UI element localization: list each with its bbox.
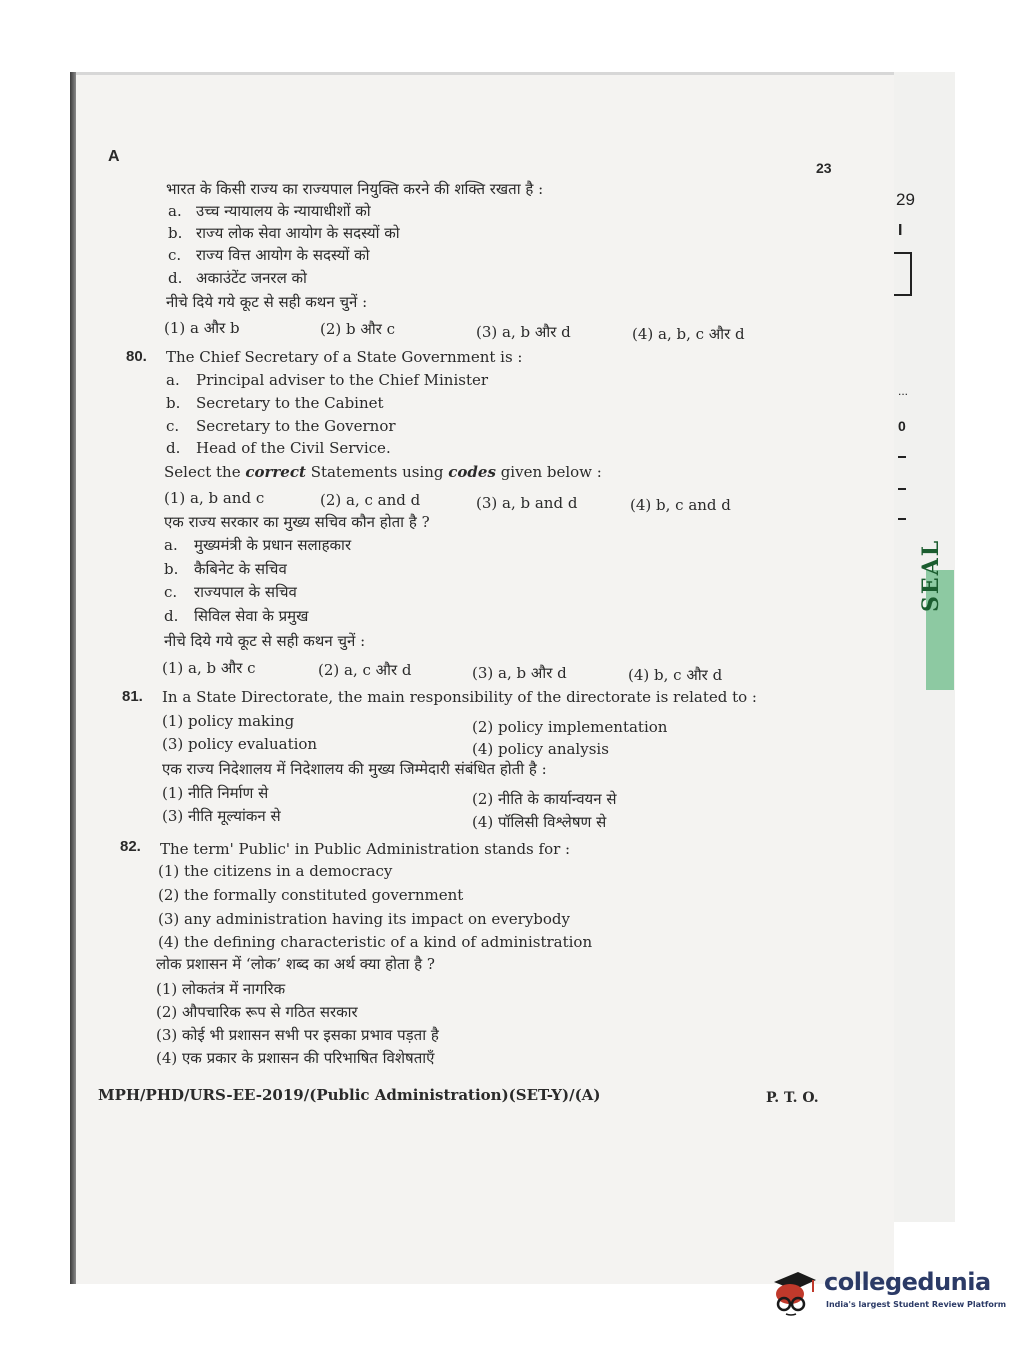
student-mascot-icon — [768, 1270, 818, 1316]
underlying-digit: 0 — [898, 418, 906, 434]
seal-text: SEAL — [918, 538, 944, 612]
q80-item-key: b. — [166, 394, 181, 412]
underlying-mark: I — [898, 222, 903, 239]
q80-instruction: Select the correct Statements using codes given below : — [164, 463, 602, 481]
q81-hindi-option-1: (1) नीति निर्माण से — [162, 784, 269, 802]
q82-hindi-option-1: (1) लोकतंत्र में नागरिक — [156, 980, 286, 998]
underlying-tick — [898, 518, 906, 520]
underlying-tick — [898, 488, 906, 490]
q79-item-text: अकाउंटेंट जनरल को — [196, 269, 307, 287]
underlying-dots: ... — [898, 384, 909, 398]
q81-hindi-option-2: (2) नीति के कार्यान्वयन से — [472, 790, 617, 808]
q79-option-2: (2) b और c — [320, 320, 396, 338]
q82-hindi-option-2: (2) औपचारिक रूप से गठित सरकार — [156, 1003, 358, 1021]
q80-hindi-option-3: (3) a, b और d — [472, 664, 567, 682]
q81-hindi-stem: एक राज्य निदेशालय में निदेशालय की मुख्य जिम्मेदारी संबंधित होती है : — [162, 760, 547, 778]
q82-hindi-option-3: (3) कोई भी प्रशासन सभी पर इसका प्रभाव पड़ता है — [156, 1026, 439, 1044]
q79-item-text: राज्य वित्त आयोग के सदस्यों को — [196, 246, 370, 264]
q80-hindi-option-4: (4) b, c और d — [628, 666, 723, 684]
q80-item-text: Secretary to the Governor — [196, 417, 396, 435]
q79-item-key: c. — [168, 246, 182, 264]
q80-hindi-item-text: सिविल सेवा के प्रमुख — [194, 607, 309, 625]
q81-option-4: (4) policy analysis — [472, 740, 609, 758]
q80-hindi-item-key: c. — [164, 583, 178, 601]
q80-item-key: a. — [166, 371, 180, 389]
q80-hindi-item-key: b. — [164, 560, 179, 578]
q82-hindi-option-4: (4) एक प्रकार के प्रशासन की परिभाषित विशेषताएँ — [156, 1049, 435, 1067]
q79-option-4: (4) a, b, c और d — [632, 325, 745, 343]
q80-hindi-item-text: राज्यपाल के सचिव — [194, 583, 297, 601]
q80-stem: The Chief Secretary of a State Government is : — [166, 348, 523, 366]
q80-item-key: d. — [166, 439, 181, 457]
paper-code-footer: MPH/PHD/URS-EE-2019/(Public Administration)(SET-Y)/(A) — [98, 1086, 601, 1104]
q80-hindi-item-text: मुख्यमंत्री के प्रधान सलाहकार — [194, 536, 352, 554]
page-top-edge — [76, 72, 894, 75]
pto-label: P. T. O. — [766, 1090, 819, 1106]
q80-hindi-item-key: a. — [164, 536, 178, 554]
q80-hindi-option-1: (1) a, b और c — [162, 659, 256, 677]
q82-number: 82. — [120, 838, 141, 855]
q79-option-1: (1) a और b — [164, 319, 240, 337]
q80-option-3: (3) a, b and d — [476, 494, 578, 512]
q80-hindi-option-2: (2) a, c और d — [318, 661, 412, 679]
q80-option-4: (4) b, c and d — [630, 496, 731, 514]
q80-item-text: Secretary to the Cabinet — [196, 394, 384, 412]
q82-option-2: (2) the formally constituted government — [158, 886, 464, 904]
q80-item-text: Principal adviser to the Chief Minister — [196, 371, 489, 389]
q81-hindi-option-3: (3) नीति मूल्यांकन से — [162, 807, 281, 825]
q81-hindi-option-4: (4) पॉलिसी विश्लेषण से — [472, 813, 607, 831]
underlying-box — [894, 252, 912, 296]
underlying-page-number: 29 — [896, 190, 915, 209]
q80-number: 80. — [126, 348, 147, 365]
q81-option-1: (1) policy making — [162, 712, 295, 730]
q80-item-key: c. — [166, 417, 180, 435]
q80-hindi-instruction: नीचे दिये गये कूट से सही कथन चुनें : — [164, 632, 366, 650]
collegedunia-logo[interactable] — [768, 1264, 1007, 1320]
q82-option-4: (4) the defining characteristic of a kind of administration — [158, 933, 593, 951]
q80-item-text: Head of the Civil Service. — [196, 439, 391, 457]
q82-option-3: (3) any administration having its impact on everybody — [158, 910, 571, 928]
q80-option-1: (1) a, b and c — [164, 489, 265, 507]
q82-hindi-stem: लोक प्रशासन में ‘लोक’ शब्द का अर्थ क्या होता है ? — [156, 955, 435, 973]
logo-tagline: India's largest Student Review Platform — [826, 1300, 1007, 1309]
q82-stem: The term' Public' in Public Administration stands for : — [160, 840, 571, 858]
q79-instruction: नीचे दिये गये कूट से सही कथन चुनें : — [166, 293, 368, 311]
q81-option-3: (3) policy evaluation — [162, 735, 318, 753]
page-number: 23 — [816, 160, 832, 176]
q79-item-key: b. — [168, 224, 183, 242]
q80-option-2: (2) a, c and d — [320, 491, 421, 509]
q81-option-2: (2) policy implementation — [472, 718, 668, 736]
q82-option-1: (1) the citizens in a democracy — [158, 862, 393, 880]
set-letter: A — [108, 148, 120, 165]
q79-option-3: (3) a, b और d — [476, 323, 571, 341]
underlying-tick — [898, 456, 906, 458]
q81-number: 81. — [122, 688, 143, 705]
q80-hindi-item-key: d. — [164, 607, 179, 625]
q80-hindi-item-text: कैबिनेट के सचिव — [194, 560, 287, 578]
q81-stem: In a State Directorate, the main responsibility of the directorate is related to : — [162, 688, 757, 706]
q79-item-text: राज्य लोक सेवा आयोग के सदस्यों को — [196, 224, 400, 242]
q79-item-key: d. — [168, 269, 183, 287]
q79-item-key: a. — [168, 202, 182, 220]
logo-wordmark: collegedunia — [824, 1268, 991, 1296]
q79-hindi-stem: भारत के किसी राज्य का राज्यपाल नियुक्ति करने की शक्ति रखता है : — [166, 180, 544, 198]
q79-item-text: उच्च न्यायालय के न्यायाधीशों को — [196, 202, 371, 220]
q80-hindi-stem: एक राज्य सरकार का मुख्य सचिव कौन होता है ? — [164, 513, 430, 531]
